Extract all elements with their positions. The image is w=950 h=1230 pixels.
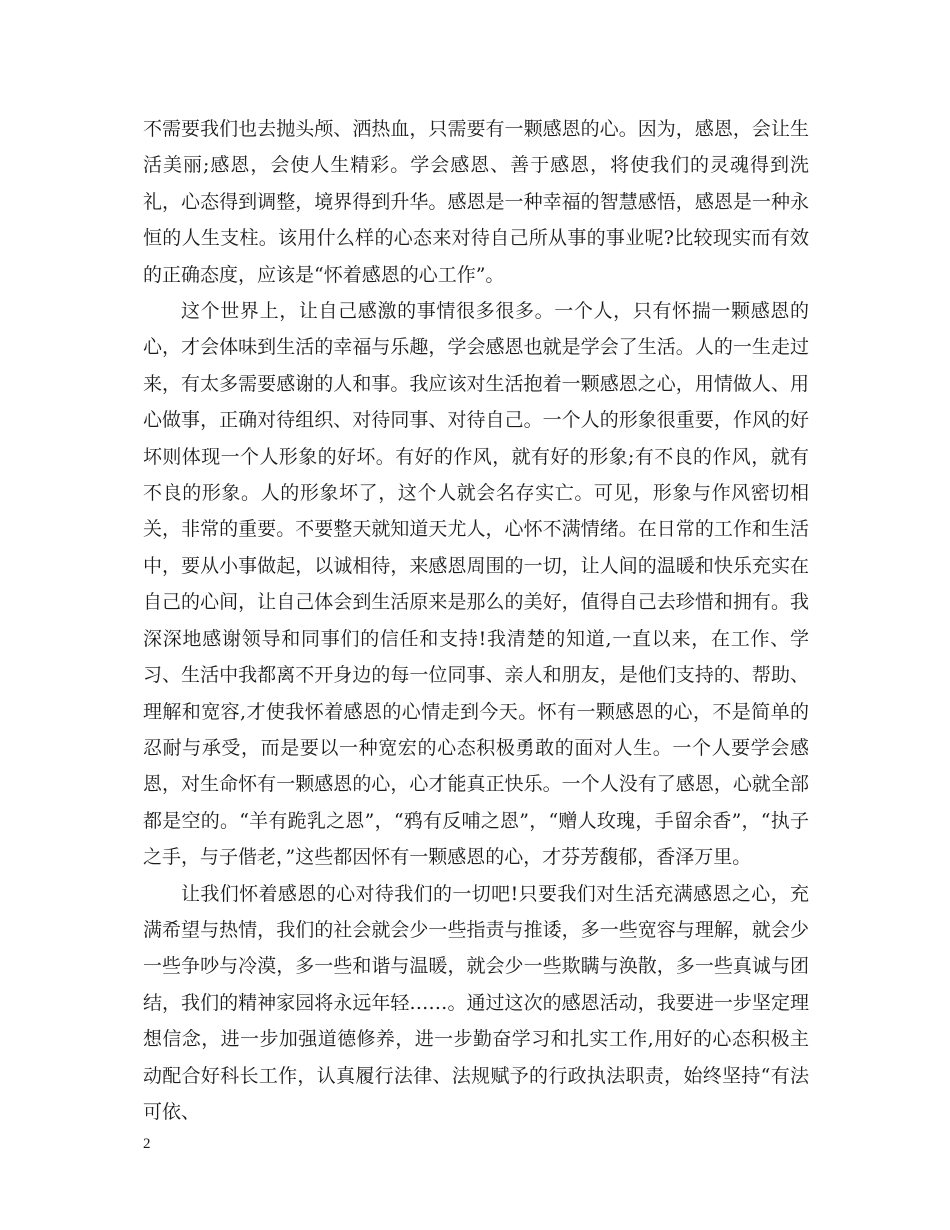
paragraph-3: 让我们怀着感恩的心对待我们的一切吧!只要我们对生活充满感恩之心，充满希望与热情，我们的社会就会少一些指责与推诿，多一些宽容与理解，就会少一些争吵与冷漠，多一些和谐与温暖，就会少一些欺瞒与涣散，多一些真诚与团结，我们的精神家园将永远年轻……。通过这次的感恩活动，我要进一步坚定理想信念，进一步加强道德修养，进一步勤奋学习和扎实工作,用好的心态积极主动配合好科长工作，认真履行法律、法规赋予的行政执法职责，始终坚持“有法可依、 xyxy=(143,882,809,1123)
paragraph-2: 这个世界上，让自己感激的事情很多很多。一个人，只有怀揣一颗感恩的心，才会体味到生活的幸福与乐趣，学会感恩也就是学会了生活。人的一生走过来，有太多需要感谢的人和事。我应该对生活抱着一颗感恩之心，用情做人、用心做事，正确对待组织、对待同事、对待自己。一个人的形象很重要，作风的好坏则体现一个人形象的好坏。有好的作风，就有好的形象;有不良的作风，就有不良的形象。人的形象坏了，这个人就会名存实亡。可见，形象与作风密切相关，非常的重要。不要整天就知道天尤人，心怀不满情绪。在日常的工作和生活中，要从小事做起，以诚相待，来感恩周围的一切，让人间的温暖和快乐充实在自己的心间，让自己体会到生活原来是那么的美好，值得自己去珍惜和拥有。我深深地感谢领导和同事们的信任和支持!我清楚的知道,一直以来，在工作、学习、生活中我都离不开身边的每一位同事、亲人和朋友，是他们支持的、帮助、理解和宽容,才使我怀着感恩的心情走到今天。怀有一颗感恩的心，不是简单的忍耐与承受，而是要以一种宽宏的心态积极勇敢的面对人生。一个人要学会感恩，对生命怀有一颗感恩的心，心才能真正快乐。一个人没有了感恩，心就全部都是空的。“羊有跪乳之恩”，“鸦有反哺之恩”，“赠人玫瑰，手留余香”，“执子之手，与子偕老，”这些都因怀有一颗感恩的心，才芬芳馥郁，香泽万里。 xyxy=(143,300,809,869)
page-number: 2 xyxy=(143,1136,151,1152)
body-text xyxy=(143,111,809,1130)
paragraph-1: 不需要我们也去抛头颅、洒热血，只需要有一颗感恩的心。因为，感恩，会让生活美丽;感恩，会使人生精彩。学会感恩、善于感恩，将使我们的灵魂得到洗礼，心态得到调整，境界得到升华。感恩是一种幸福的智慧感悟，感恩是一种永恒的人生支柱。该用什么样的心态来对待自己所从事的事业呢?比较现实而有效的正确态度，应该是“怀着感恩的心工作”。 xyxy=(143,118,809,286)
